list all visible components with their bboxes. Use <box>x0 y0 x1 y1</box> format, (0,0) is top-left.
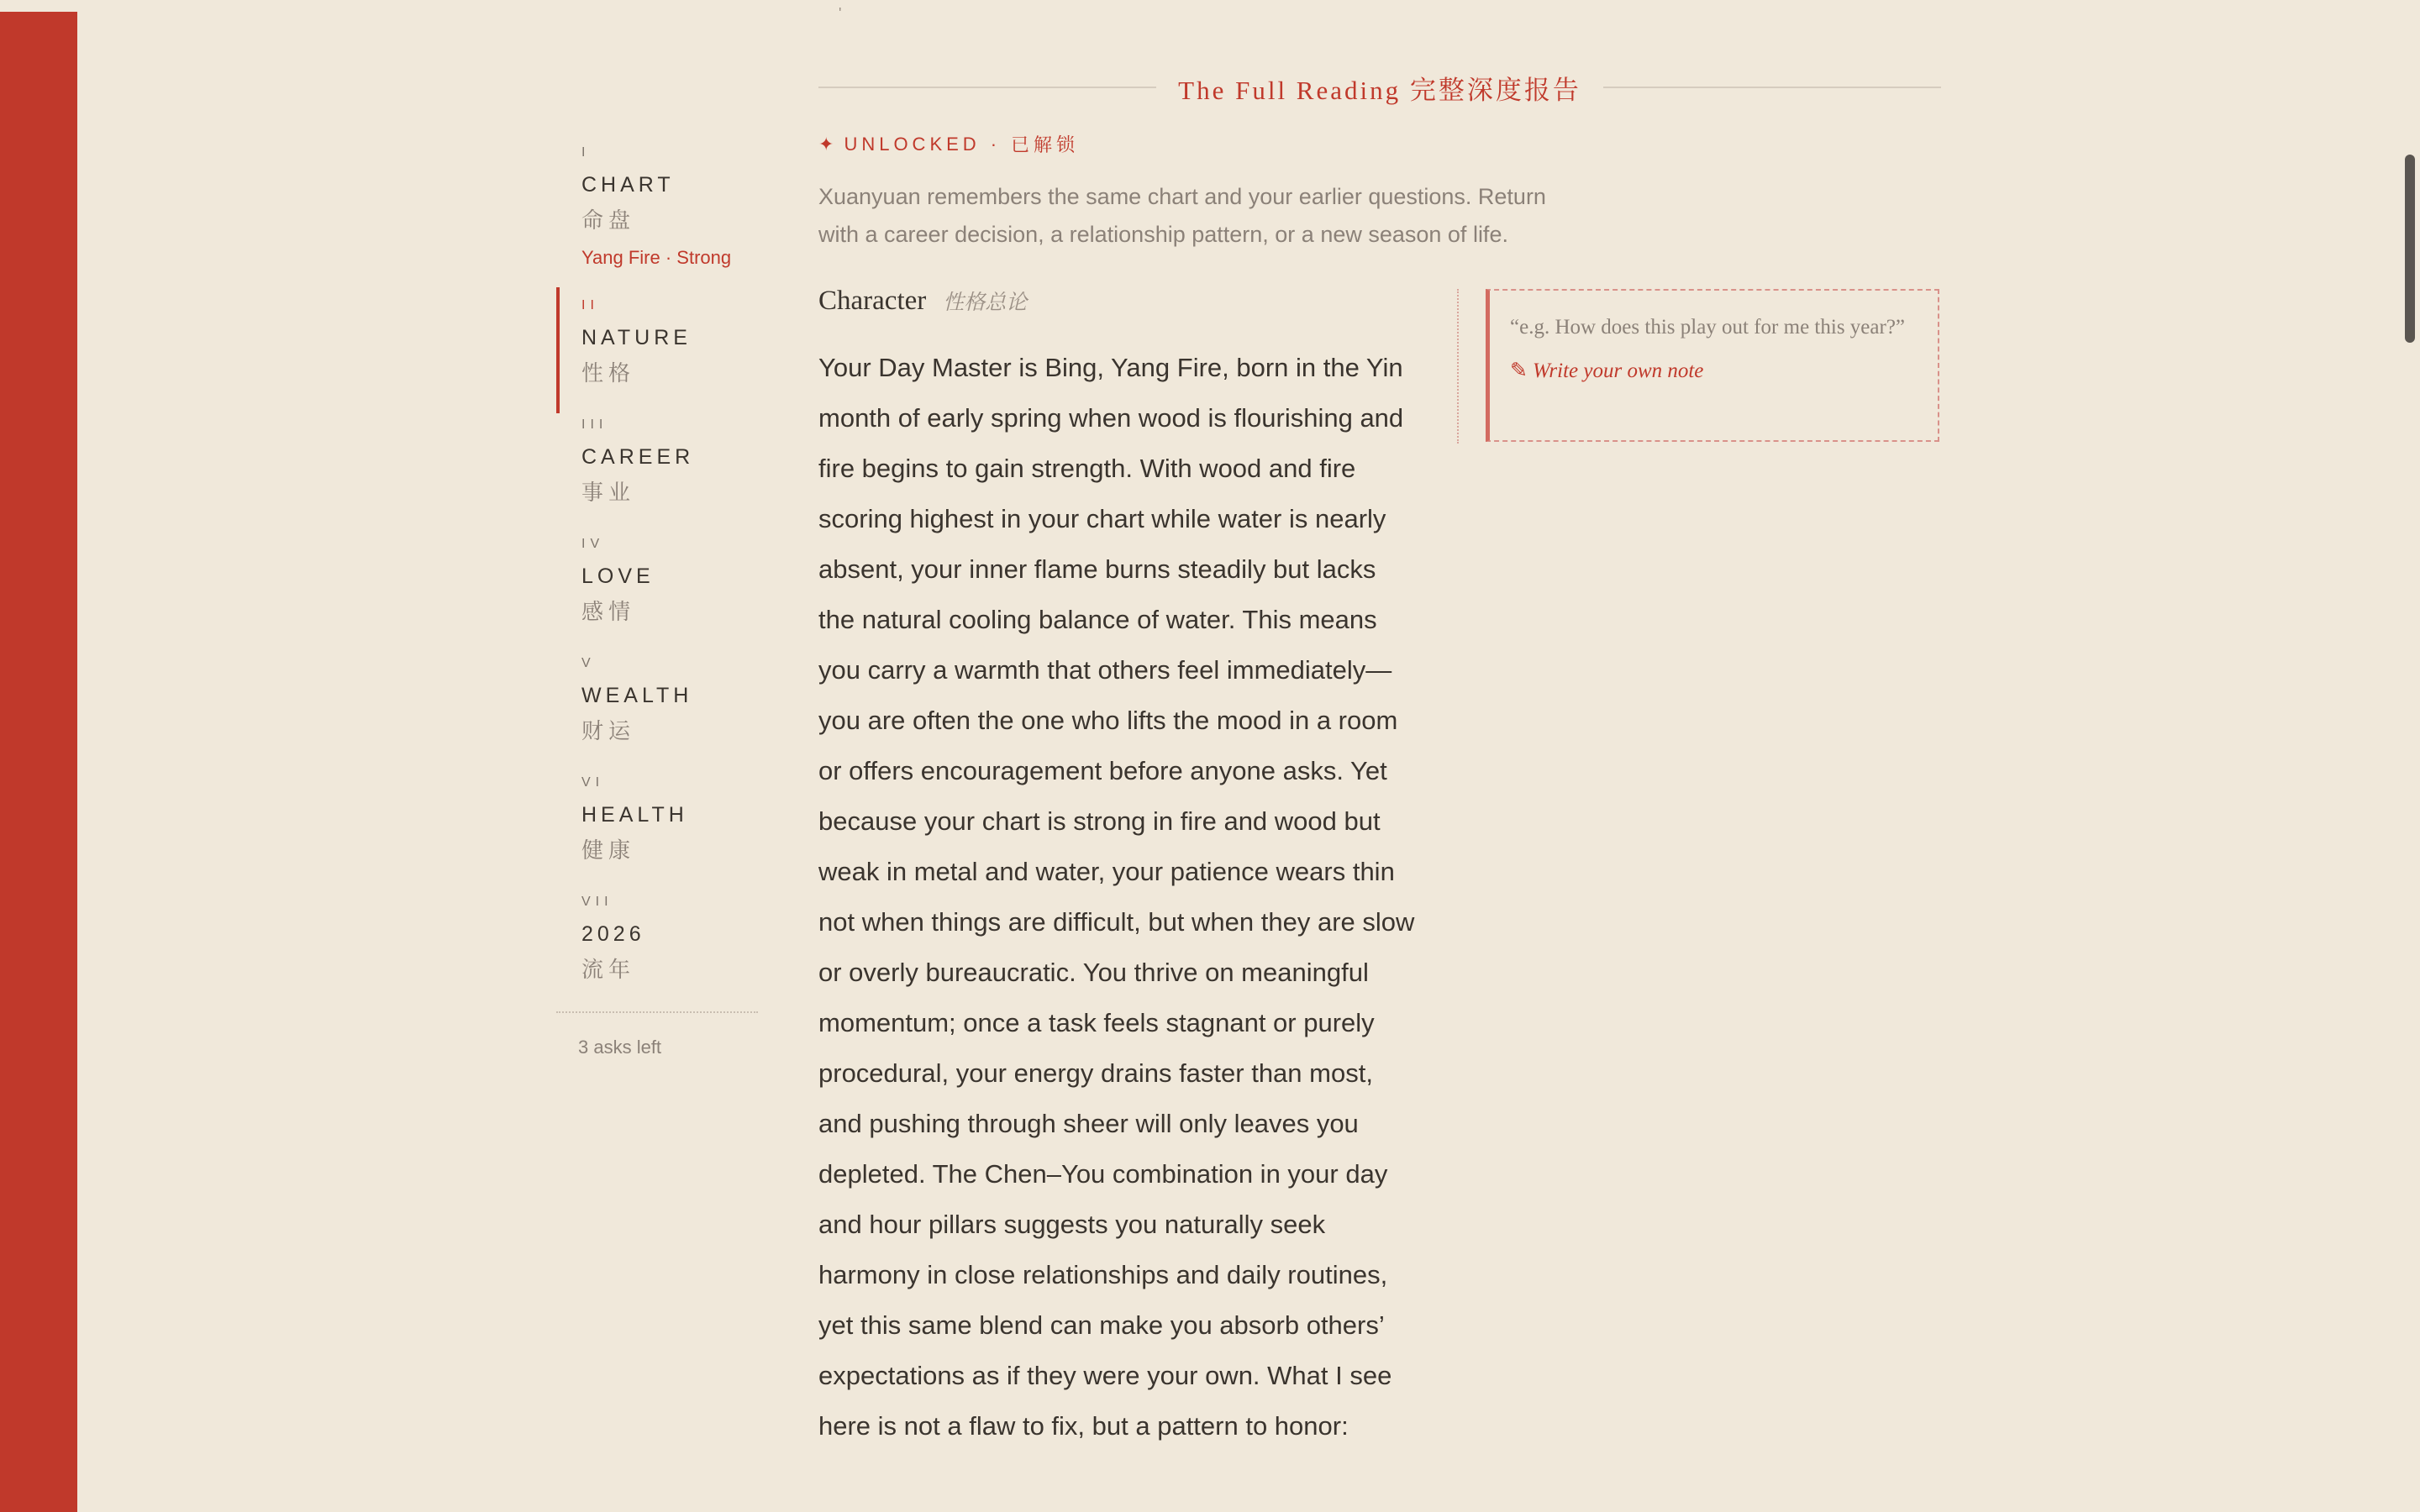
nav-item-wealth[interactable] <box>556 654 758 748</box>
nav-label: CHART <box>581 173 675 197</box>
nav-label: CAREER <box>581 445 695 469</box>
note-card[interactable] <box>1486 289 1939 442</box>
column-divider <box>1457 289 1459 444</box>
nav-label-cn: 事业 <box>581 480 636 506</box>
nav-label-cn: 健康 <box>581 838 636 864</box>
scrollbar-thumb[interactable] <box>2405 155 2415 343</box>
unlocked-badge <box>818 131 1079 157</box>
asks-left-counter: 3 asks left <box>578 1037 662 1058</box>
write-note-label: Write your own note <box>1532 360 1704 382</box>
unlocked-label: UNLOCKED <box>844 133 981 155</box>
nav-label: NATURE <box>581 326 692 349</box>
header-rule-right <box>1603 87 1941 88</box>
nav-numeral: II <box>581 298 599 312</box>
nav-label-cn: 性格 <box>581 361 636 386</box>
nav-numeral: V <box>581 656 596 670</box>
unlocked-separator: · <box>990 133 1002 155</box>
nav-label: HEALTH <box>581 803 688 827</box>
sparkle-icon: ✦ <box>818 133 834 155</box>
section-title: The Full Reading 完整深度报告 <box>1178 75 1581 105</box>
nav-label: LOVE <box>581 564 655 588</box>
character-title: Character <box>818 286 927 316</box>
nav-label-cn: 流年 <box>581 958 636 983</box>
write-note-button[interactable] <box>1510 358 1918 383</box>
nav-item-chart[interactable] <box>556 143 758 270</box>
nav-subtitle: Yang Fire · Strong <box>581 247 732 268</box>
nav-numeral: VI <box>581 775 605 790</box>
character-title-cn: 性格总论 <box>943 290 1028 314</box>
nav-item-career[interactable] <box>556 415 758 509</box>
header-rule-left <box>818 87 1156 88</box>
nav-numeral: III <box>581 417 608 432</box>
character-body-text: Your Day Master is Bing, Yang Fire, born in the Yin month of early spring when wood is flourishing and fire begins to gain strength. With wood and fire scoring highest in your chart while water is nearly absent, your inner flame burns steadily but lacks the natural cooling balance of water. This means you carry a warmth that others feel immediately—you are often the one who lifts the mood in a room or offers encouragement before anyone asks. Yet because your chart is strong in fire and wood but weak in metal and water, your patience wears thin not when things are difficult, but when they are slow or overly bureaucratic. You thrive on meaningful momentum; once a task feels stagnant or purely procedural, your energy drains faster than most, and pushing through sheer will only leaves you depleted. The Chen–You combination in your day and hour pillars suggests you naturally seek harmony in close relationships and daily routines, yet this same blend can make you absorb others’ expectations as if they were your own. What I see here is not a flaw to fix, but a pattern to honor: <box>818 353 1415 1441</box>
nav-item-health[interactable] <box>556 773 758 867</box>
nav-numeral: IV <box>581 537 605 551</box>
nav-item-2026[interactable] <box>556 892 758 986</box>
note-placeholder: “e.g. How does this play out for me this year?” <box>1510 316 1906 339</box>
nav-label-cn: 财运 <box>581 719 636 744</box>
section-header <box>818 64 1941 111</box>
nav-label-cn: 感情 <box>581 600 636 625</box>
section-nav <box>556 143 758 1058</box>
nav-numeral: I <box>581 145 591 160</box>
nav-numeral: VII <box>581 895 613 909</box>
nav-label: WEALTH <box>581 684 693 707</box>
nav-item-love[interactable] <box>556 534 758 628</box>
nav-divider <box>556 1011 758 1013</box>
character-heading <box>818 286 1027 317</box>
pencil-icon: ✎ <box>1510 360 1528 382</box>
top-text-fragment: ' <box>839 5 842 22</box>
left-accent-bar <box>0 12 77 1512</box>
unlocked-label-cn: 已解锁 <box>1011 134 1080 155</box>
nav-label-cn: 命盘 <box>581 208 636 234</box>
nav-item-nature[interactable] <box>556 296 758 390</box>
intro-text: Xuanyuan remembers the same chart and your earlier questions. Return with a career decision, a relationship pattern, or a new season of life. <box>818 184 1546 247</box>
nav-label: 2026 <box>581 922 645 946</box>
